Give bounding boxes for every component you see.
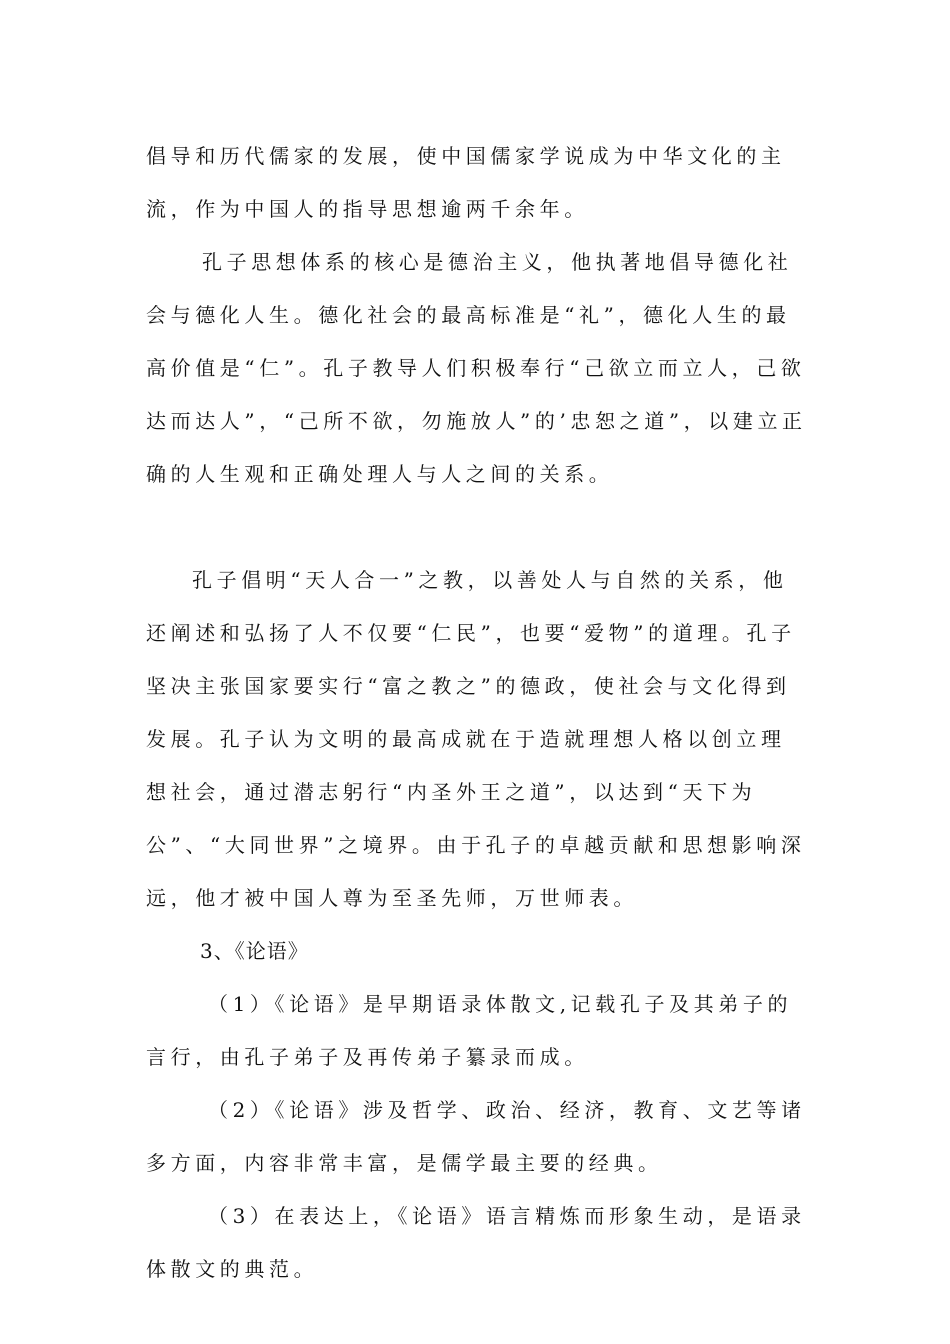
paragraph-core-thought: 孔子思想体系的核心是德治主义，他执著地倡导德化社会与德化人生。德化社会的最高标准是“礼”，德化人生的最高价值是“仁”。孔子教导人们积极奉行“己欲立而立人，己欲达而达人”，“己所不欲，勿施放人”的’忠恕之道”，以建立正确的人生观和正确处理人与人之间的关系。: [146, 250, 807, 486]
list-item: （2）《论语》涉及哲学、政治、经济，教育、文艺等诸多方面，内容非常丰富，是儒学最主要的经典。: [146, 1098, 806, 1175]
section-heading: 3、《论语》: [200, 939, 309, 963]
paragraph-continuation: 倡导和历代儒家的发展，使中国儒家学说成为中华文化的主流，作为中国人的指导思想逾两千余年。: [146, 144, 786, 221]
list-item: （1）《论语》是早期语录体散文,记载孔子及其弟子的言行，由孔子弟子及再传弟子纂录而成。: [146, 992, 793, 1069]
paragraph-gap: [146, 501, 808, 554]
paragraph-heaven-man: 孔子倡明“天人合一”之教，以善处人与自然的关系，他还阐述和弘扬了人不仅要“仁民”，也要“爱物”的道理。孔子坚决主张国家要实行“富之教之”的德政，使社会与文化得到发展。孔子认为文明的最高成就在于造就理想人格以创立理想社会，通过潜志躬行“内圣外王之道”，以达到“天下为公”、“大同世界”之境界。由于孔子的卓越贡献和思想影响深远，他才被中国人尊为至圣先师，万世师表。: [146, 568, 806, 910]
list-item: （3）在表达上，《论语》语言精炼而形象生动，是语录体散文的典范。: [146, 1204, 806, 1281]
document-body: [146, 130, 808, 1296]
